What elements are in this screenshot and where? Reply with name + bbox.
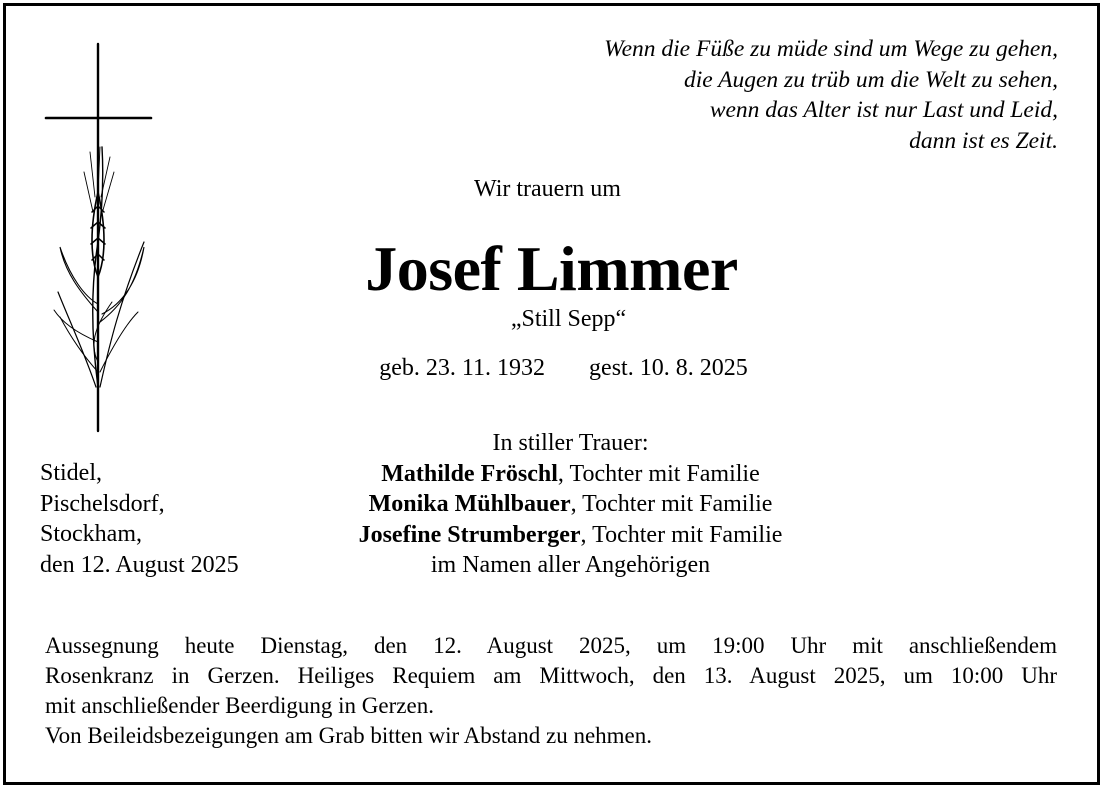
notice-line: Aussegnung heute Dienstag, den 12. August 2025, um 19:00 Uhr mit anschließendem xyxy=(45,633,1057,658)
notice-line: Von Beileidsbezeigungen am Grab bitten wir Abstand zu nehmen. xyxy=(45,723,653,748)
poem-line: dann ist es Zeit. xyxy=(909,127,1058,154)
place-line: Pischelsdorf, xyxy=(40,490,165,517)
poem xyxy=(604,34,1058,156)
mourner-name: Monika Mühlbauer xyxy=(368,491,571,517)
deceased-name: Josef Limmer xyxy=(365,233,738,304)
mourner-relation: , Tochter mit Familie xyxy=(570,491,773,517)
places-block xyxy=(40,458,239,580)
place-line: Stockham, xyxy=(40,521,142,547)
poem-line: die Augen zu trüb um die Welt zu sehen, xyxy=(683,66,1058,93)
mourning-closing: im Namen aller Angehörigen xyxy=(430,552,711,578)
mourning-heading: In stiller Trauer: xyxy=(492,430,649,456)
life-dates xyxy=(12,355,1103,382)
intro-text: Wir trauern um xyxy=(474,176,621,202)
birth-date: geb. 23. 11. 1932 xyxy=(379,355,546,381)
mourner-relation: , Tochter mit Familie xyxy=(580,521,783,548)
funeral-notice xyxy=(45,631,1057,751)
mourner-name: Josefine Strumberger xyxy=(358,521,581,548)
place-line: Stidel, xyxy=(40,460,103,486)
poem-line: wenn das Alter ist nur Last und Leid, xyxy=(709,97,1058,123)
deceased-nickname: „Still Sepp“ xyxy=(510,306,627,332)
notice-line: mit anschließender Beerdigung in Gerzen. xyxy=(45,693,434,718)
place-date: den 12. August 2025 xyxy=(40,551,239,578)
death-date: gest. 10. 8. 2025 xyxy=(589,355,748,381)
mourner-relation: , Tochter mit Familie xyxy=(557,460,760,487)
mourner-name: Mathilde Fröschl xyxy=(381,460,558,487)
poem-line: Wenn die Füße zu müde sind um Wege zu gehen, xyxy=(604,36,1058,62)
notice-line: Rosenkranz in Gerzen. Heiliges Requiem am Mittwoch, den 13. August 2025, um 10:00 Uhr xyxy=(45,663,1057,688)
